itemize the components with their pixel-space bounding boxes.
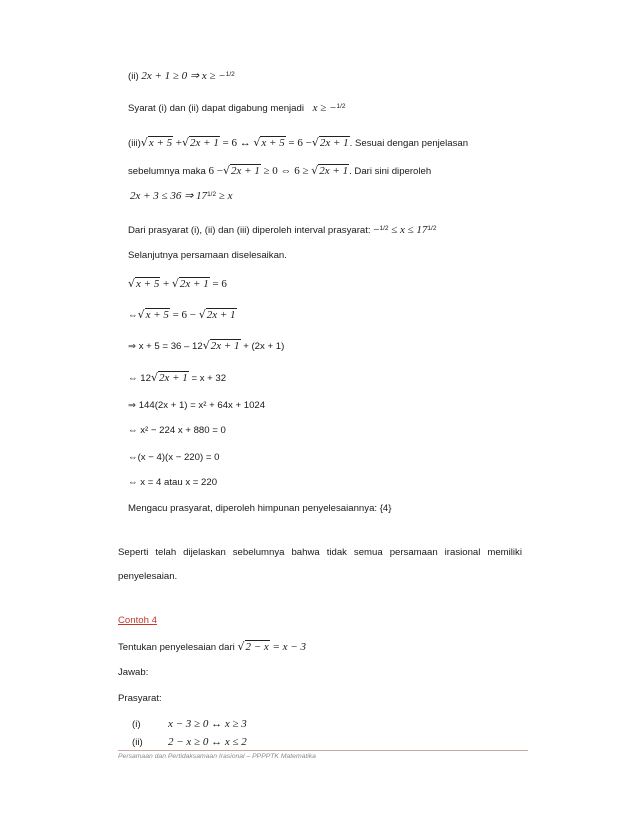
- radicand: 2x + 1: [206, 309, 236, 321]
- interval-text: Dari prasyarat (i), (ii) dan (iii) diperoleh interval prasyarat:: [128, 225, 371, 236]
- interval-fraction: 1/2: [379, 225, 389, 232]
- item-math: 2 − x ≥ 0 ↔ x ≤ 2: [168, 736, 247, 748]
- equation-part: ≥ 0 ⇔ 6 ≥: [263, 165, 309, 177]
- radicand: 2x + 1: [190, 137, 219, 149]
- sebelumnya-line: [128, 164, 431, 179]
- sqrt-symbol: √: [137, 308, 145, 321]
- example-heading: Contoh 4: [118, 615, 157, 626]
- inequality-tail: ≥ x: [218, 190, 233, 202]
- jawab-label: Jawab:: [118, 667, 149, 678]
- equation-part: = 6 −: [288, 137, 312, 149]
- interval-line: [128, 222, 436, 238]
- equation-part: ⇔ 12: [128, 373, 151, 384]
- equation-part: + (2x + 1): [243, 341, 285, 352]
- condition-ii-math: 2x + 1 ≥ 0 ⇒ x ≥ −: [141, 70, 226, 82]
- condition-iii: (iii)√x + 5 +√2x + 1 = 6 ↔ √x + 5 = 6 −√2x + 1. Sesuai dengan penjelasan: [128, 136, 469, 149]
- sqrt-symbol: √: [223, 164, 231, 177]
- equation-part: ⇒ x + 5 = 36 – 12: [128, 341, 203, 352]
- equation-3: [128, 339, 284, 354]
- equation-8: ⇔ x = 4 atau x = 220: [128, 477, 218, 488]
- sqrt-symbol: √: [128, 277, 136, 290]
- inequality-math: 2x + 3 ≤ 36 ⇒ 17: [130, 190, 208, 202]
- radicand: 2x + 1: [210, 340, 240, 352]
- sqrt-symbol: √: [311, 164, 319, 177]
- item-label: (i): [132, 719, 141, 730]
- text: sebelumnya maka: [128, 166, 206, 177]
- radicand: 2x + 1: [319, 165, 349, 177]
- equation-part: 6 −: [208, 165, 223, 177]
- paragraph-line-2: penyelesaian.: [118, 571, 178, 582]
- syarat-text: Syarat (i) dan (ii) dapat digabung menjadi: [128, 103, 304, 114]
- condition-iii-label: (iii): [128, 138, 141, 149]
- interval-math: ≤ x ≤ 17: [391, 224, 428, 236]
- equation-7: ⇔(x − 4)(x − 220) = 0: [128, 452, 220, 463]
- syarat-math: x ≥ −: [312, 102, 337, 114]
- problem-text: Tentukan penyelesaian dari: [118, 642, 235, 653]
- equation-part: = 6 −: [172, 309, 197, 321]
- selanjutnya-text: Selanjutnya persamaan diselesaikan.: [128, 250, 287, 261]
- radicand: x + 5: [261, 137, 285, 149]
- prasyarat-item-1: [132, 717, 247, 732]
- radicand: x + 5: [136, 278, 160, 290]
- interval-math: −: [373, 224, 380, 236]
- equation-part: = x + 32: [191, 373, 227, 384]
- equation-1: √x + 5 + √2x + 1 = 6: [128, 277, 227, 290]
- sqrt-symbol: √: [171, 277, 179, 290]
- condition-iii-text: . Sesuai dengan penjelasan: [349, 138, 469, 149]
- radicand: 2x + 1: [319, 137, 349, 149]
- item-label: (ii): [132, 737, 143, 748]
- inequality-line: [130, 188, 232, 204]
- condition-ii-fraction: 1/2: [225, 71, 235, 78]
- equivalence-symbol: ⇔: [128, 310, 138, 321]
- footer-rule: [118, 750, 528, 751]
- radicand: x + 5: [148, 137, 173, 149]
- syarat-line: [128, 100, 346, 116]
- sqrt-symbol: √: [198, 308, 206, 321]
- equation-part: = 6 ↔: [222, 137, 251, 149]
- item-math: x − 3 ≥ 0 ↔ x ≥ 3: [168, 718, 247, 730]
- sqrt-symbol: √: [202, 339, 210, 352]
- radicand: 2x + 1: [231, 165, 260, 177]
- sqrt-symbol: √: [150, 371, 158, 384]
- sqrt-symbol: √: [237, 640, 245, 653]
- footer-text: Persamaan dan Pertidaksamaan Irasional – PPPPTK Matematika: [118, 753, 316, 760]
- text: . Dari sini diperoleh: [349, 166, 432, 177]
- syarat-fraction: 1/2: [336, 103, 346, 110]
- radicand: 2 − x: [245, 641, 269, 653]
- sqrt-symbol: √: [253, 136, 261, 149]
- interval-fraction: 1/2: [427, 225, 437, 232]
- equation-rhs: = 6: [212, 278, 227, 290]
- radicand: 2x + 1: [179, 278, 209, 290]
- equation-4: [128, 371, 226, 386]
- inequality-fraction: 1/2: [207, 191, 217, 198]
- conclusion-text: Mengacu prasyarat, diperoleh himpunan penyelesaiannya: {4}: [128, 503, 392, 514]
- paragraph-line-1: Seperti telah dijelaskan sebelumnya bahwa tidak semua persamaan irasional memiliki: [118, 547, 522, 558]
- radicand: 2x + 1: [158, 372, 188, 384]
- sqrt-symbol: √: [140, 136, 148, 149]
- condition-ii: [128, 68, 235, 84]
- problem-rhs: = x − 3: [272, 641, 306, 653]
- equation-5: ⇒ 144(2x + 1) = x² + 64x + 1024: [128, 400, 266, 411]
- sqrt-symbol: √: [182, 136, 190, 149]
- prasyarat-item-2: [132, 735, 247, 750]
- problem-statement: [118, 640, 306, 655]
- equation-6: ⇔ x² − 224 x + 880 = 0: [128, 425, 226, 436]
- equation-2: [128, 308, 237, 323]
- sqrt-symbol: √: [311, 136, 319, 149]
- condition-ii-label: (ii): [128, 71, 139, 82]
- radicand: x + 5: [145, 309, 169, 321]
- prasyarat-label: Prasyarat:: [118, 693, 162, 704]
